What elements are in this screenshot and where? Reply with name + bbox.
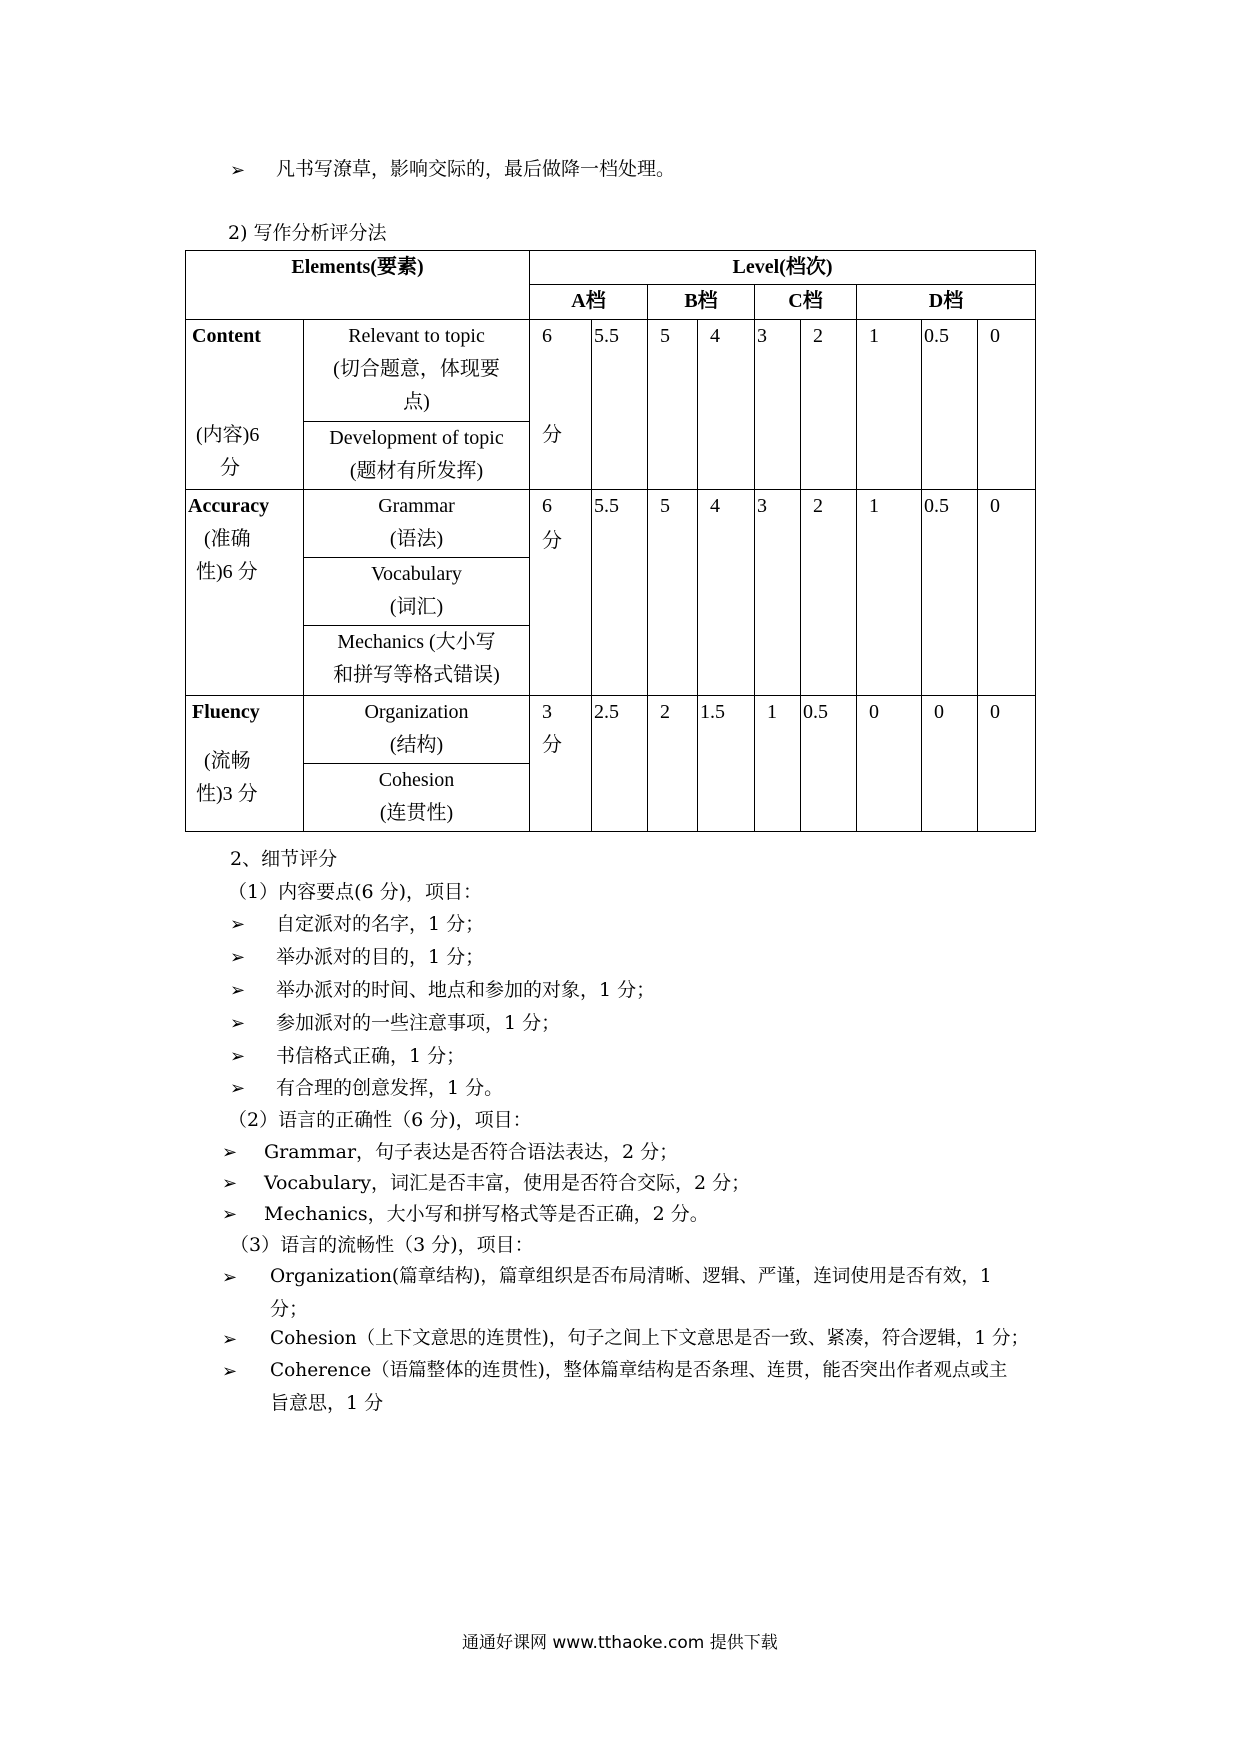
score-cell: 1 <box>857 490 922 696</box>
detail-title: 2、细节评分 <box>230 848 338 870</box>
level-a: A档 <box>530 285 648 320</box>
sub-cohesion: Cohesion (连贯性) <box>304 764 530 832</box>
arrow-bullet-icon: ➢ <box>230 947 246 968</box>
list-item: Coherence（语篇整体的连贯性)，整体篇章结构是否条理、连贯，能否突出作者观点或主 <box>270 1360 1008 1381</box>
element-accuracy: Accuracy (准确 性)6 分 <box>186 490 304 696</box>
score-cell: 6 分 <box>530 320 592 490</box>
score-cell: 3 <box>755 320 801 490</box>
list-item: 有合理的创意发挥，1 分。 <box>276 1077 504 1099</box>
score-cell: 1 <box>857 320 922 490</box>
arrow-bullet-icon: ➢ <box>222 1204 238 1225</box>
score-cell: 2 <box>801 490 857 696</box>
score-cell: 3 分 <box>530 696 592 832</box>
element-content: Content (内容)6 分 <box>186 320 304 490</box>
fluency-title: （3）语言的流畅性（3 分)，项目： <box>230 1234 534 1256</box>
level-b: B档 <box>648 285 755 320</box>
element-name: Fluency <box>192 701 260 723</box>
score-cell: 0 <box>978 696 1036 832</box>
score-cell: 3 <box>755 490 801 696</box>
score-cell: 0 <box>857 696 922 832</box>
list-item: 举办派对的时间、地点和参加的对象，1 分； <box>276 979 656 1001</box>
score-cell: 2 <box>801 320 857 490</box>
list-item: Vocabulary，词汇是否丰富，使用是否符合交际，2 分； <box>264 1172 751 1194</box>
arrow-bullet-icon: ➢ <box>222 1267 238 1288</box>
score-cell: 0 <box>978 490 1036 696</box>
section-title: 2) 写作分析评分法 <box>228 222 387 244</box>
score-cell: 5 <box>648 320 698 490</box>
content-title: （1）内容要点(6 分)，项目： <box>228 881 483 903</box>
arrow-bullet-icon: ➢ <box>230 1013 246 1034</box>
arrow-bullet-icon: ➢ <box>222 1173 238 1194</box>
list-item: 自定派对的名字，1 分； <box>276 913 485 935</box>
top-note: 凡书写潦草，影响交际的，最后做降一档处理。 <box>276 158 676 180</box>
score-cell: 0.5 <box>801 696 857 832</box>
score-cell: 1.5 <box>698 696 755 832</box>
list-item-continued: 分； <box>270 1298 309 1320</box>
arrow-bullet-icon: ➢ <box>230 160 246 181</box>
sub-organization: Organization (结构) <box>304 696 530 764</box>
score-cell: 5 <box>648 490 698 696</box>
page-footer: 通通好课网 www.tthaoke.com 提供下载 <box>462 1633 778 1653</box>
sub-development: Development of topic (题材有所发挥) <box>304 422 530 490</box>
list-item: Cohesion（上下文意思的连贯性)，句子之间上下文意思是否一致、紧凑，符合逻辑，1 分； <box>270 1328 1029 1349</box>
list-item: 举办派对的目的，1 分； <box>276 946 485 968</box>
sub-relevant: Relevant to topic (切合题意，体现要 点) <box>304 320 530 422</box>
header-elements: Elements(要素) <box>186 251 530 320</box>
list-item: 书信格式正确，1 分； <box>276 1045 466 1067</box>
list-item-continued: 旨意思，1 分 <box>270 1392 384 1414</box>
sub-mechanics: Mechanics (大小写 和拼写等格式错误) <box>304 626 530 696</box>
score-cell: 4 <box>698 490 755 696</box>
score-cell: 0.5 <box>922 320 978 490</box>
score-cell: 5.5 <box>592 320 648 490</box>
element-name: Content <box>192 325 261 347</box>
list-item: Organization(篇章结构)，篇章组织是否布局清晰、逻辑、严谨，连词使用是否有效，1 <box>270 1266 992 1287</box>
arrow-bullet-icon: ➢ <box>222 1142 238 1163</box>
score-cell: 4 <box>698 320 755 490</box>
score-cell: 2 <box>648 696 698 832</box>
score-cell: 5.5 <box>592 490 648 696</box>
arrow-bullet-icon: ➢ <box>230 1078 246 1099</box>
list-item: Grammar，句子表达是否符合语法表达，2 分； <box>264 1141 679 1163</box>
arrow-bullet-icon: ➢ <box>230 1046 246 1067</box>
header-level: Level(档次) <box>530 251 1036 285</box>
score-cell: 0 <box>978 320 1036 490</box>
arrow-bullet-icon: ➢ <box>230 914 246 935</box>
rubric-table <box>185 250 1036 832</box>
arrow-bullet-icon: ➢ <box>222 1361 238 1382</box>
score-cell: 6 分 <box>530 490 592 696</box>
arrow-bullet-icon: ➢ <box>222 1329 238 1350</box>
score-cell: 1 <box>755 696 801 832</box>
level-c: C档 <box>755 285 857 320</box>
arrow-bullet-icon: ➢ <box>230 980 246 1001</box>
list-item: 参加派对的一些注意事项，1 分； <box>276 1012 561 1034</box>
score-cell: 2.5 <box>592 696 648 832</box>
score-cell: 0.5 <box>922 490 978 696</box>
sub-vocabulary: Vocabulary (词汇) <box>304 558 530 626</box>
element-name: Accuracy <box>188 495 270 517</box>
level-d: D档 <box>857 285 1036 320</box>
score-cell: 0 <box>922 696 978 832</box>
accuracy-title: （2）语言的正确性（6 分)，项目： <box>228 1109 532 1131</box>
element-fluency: Fluency (流畅 性)3 分 <box>186 696 304 832</box>
sub-grammar: Grammar (语法) <box>304 490 530 558</box>
list-item: Mechanics，大小写和拼写格式等是否正确，2 分。 <box>264 1203 709 1225</box>
